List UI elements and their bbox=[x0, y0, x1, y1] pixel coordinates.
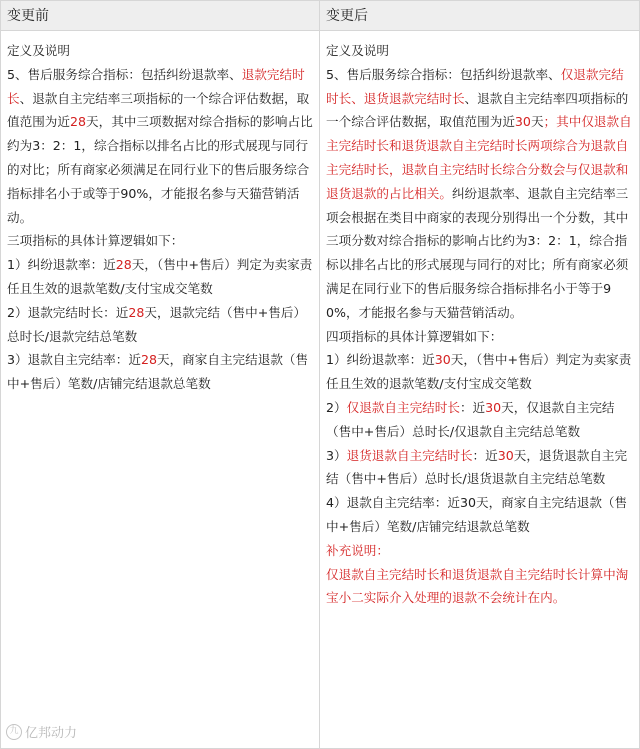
after-note-title: 补充说明： bbox=[326, 542, 389, 558]
after-item-4: 4）退款自主完结率：近30天，商家自主完结退款（售中+售后）笔数/店铺完结退款总笔数 bbox=[326, 495, 628, 534]
before-p1-text-b: 、退款自主完结率三项指标的一个综合评估数据，取值范围为近 bbox=[7, 90, 310, 130]
before-item-2-days: 28 bbox=[128, 304, 145, 320]
before-item-1-days: 28 bbox=[115, 257, 132, 273]
after-p1-text-b: 、退款自主完结率四项指标的一个综合评估数据，取值范围为近 bbox=[326, 90, 629, 130]
after-item-1-text-a: 1）纠纷退款率：近 bbox=[326, 352, 435, 368]
before-p1-text-a: 5、售后服务综合指标：包括纠纷退款率、 bbox=[7, 66, 242, 82]
before-logic-title: 三项指标的具体计算逻辑如下： bbox=[7, 233, 184, 249]
before-item-1 bbox=[7, 253, 313, 301]
after-definition bbox=[326, 63, 633, 325]
after-item-2-days: 30 bbox=[485, 399, 502, 415]
before-p1-days: 28 bbox=[69, 114, 86, 130]
after-p1-text-d: 纠纷退款率、退款自主完结率三项会根据在类目中商家的表现分别得出一个分数，其中三项分数对综合指标的影响占比约为3：2：1，综合指标以排名占比的形式展现与同行的对比；所有商家必须满足在同行业下的售后服务综合指标排名小于等于90%，才能报名参与天猫营销活动。 bbox=[326, 185, 629, 320]
before-definition bbox=[7, 63, 313, 230]
before-item-2-text-b: 天，退款完结（售中+售后）总时长/退款完结总笔数 bbox=[7, 304, 307, 344]
after-title: 定义及说明 bbox=[326, 43, 389, 58]
after-p1-highlight-2: ；其中仅退款自主完结时长和退货退款自主完结时长两项综合为退款自主完结时长，退款自主完结时长综合分数会与仅退款和退货退款的占比相关。 bbox=[326, 114, 632, 201]
after-item-2-text-a: 2） bbox=[326, 399, 347, 415]
after-logic-title: 四项指标的具体计算逻辑如下： bbox=[326, 328, 503, 344]
after-p1-days: 30 bbox=[514, 114, 531, 130]
after-item-1-days: 30 bbox=[434, 352, 451, 368]
after-item-2-highlight: 仅退款自主完结时长 bbox=[346, 399, 460, 415]
before-p1-text-c: 天，其中三项数据对综合指标的影响占比约为3：2：1，综合指标以排名占比的形式展现与同行的对比；所有商家必须满足在同行业下的售后服务综合指标排名小于或等于90%，才能报名参与天猫营销活动。 bbox=[7, 114, 313, 225]
after-item-3-text-a: 3） bbox=[326, 447, 347, 463]
before-item-3-text-b: 天，商家自主完结退款（售中+售后）笔数/店铺完结退款总笔数 bbox=[7, 352, 309, 392]
watermark-text: 亿邦动力 bbox=[25, 726, 78, 741]
after-item-3 bbox=[326, 444, 633, 492]
before-item-3 bbox=[7, 348, 313, 396]
after-p1-highlight-1: 仅退款完结时长、退货退款完结时长 bbox=[326, 66, 624, 106]
header-before: 变更前 bbox=[1, 1, 320, 31]
before-item-3-text-a: 3）退款自主完结率：近 bbox=[7, 352, 141, 368]
after-item-1 bbox=[326, 348, 633, 396]
before-item-3-days: 28 bbox=[140, 352, 157, 368]
after-item-3-text-b: ：近 bbox=[472, 447, 498, 463]
before-title: 定义及说明 bbox=[7, 43, 70, 58]
after-item-3-days: 30 bbox=[497, 447, 514, 463]
before-item-1-text-b: 天，（售中+售后）判定为卖家责任且生效的退款笔数/支付宝成交笔数 bbox=[7, 257, 313, 296]
after-item-2 bbox=[326, 396, 633, 444]
watermark bbox=[6, 722, 77, 741]
after-note-text: 仅退款自主完结时长和退货退款自主完结时长计算中淘宝小二实际介入处理的退款不会统计在内。 bbox=[326, 566, 629, 606]
after-item-3-highlight: 退货退款自主完结时长 bbox=[346, 447, 473, 463]
after-column bbox=[320, 31, 639, 748]
after-item-3-text-c: 天，退货退款自主完结（售中+售后）总时长/退货退款自主完结总笔数 bbox=[326, 447, 628, 487]
after-p1-text-c: 天 bbox=[530, 114, 544, 130]
after-p1-text-a: 5、售后服务综合指标：包括纠纷退款率、 bbox=[326, 66, 561, 82]
after-item-1-text-b: 天，（售中+售后）判定为卖家责任且生效的退款笔数/支付宝成交笔数 bbox=[326, 352, 632, 392]
before-p1-highlight: 退款完结时长 bbox=[7, 66, 305, 106]
header-after: 变更后 bbox=[320, 1, 639, 31]
before-item-1-text-a: 1）纠纷退款率：近 bbox=[7, 257, 116, 273]
before-item-2-text-a: 2）退款完结时长：近 bbox=[7, 304, 129, 320]
after-item-2-text-b: ：近 bbox=[459, 399, 486, 415]
after-item-2-text-c: 天，仅退款自主完结（售中+售后）总时长/仅退款自主完结总笔数 bbox=[326, 399, 615, 439]
before-item-2 bbox=[7, 301, 313, 349]
before-column bbox=[1, 31, 320, 748]
watermark-logo-icon: 九 bbox=[6, 724, 22, 740]
